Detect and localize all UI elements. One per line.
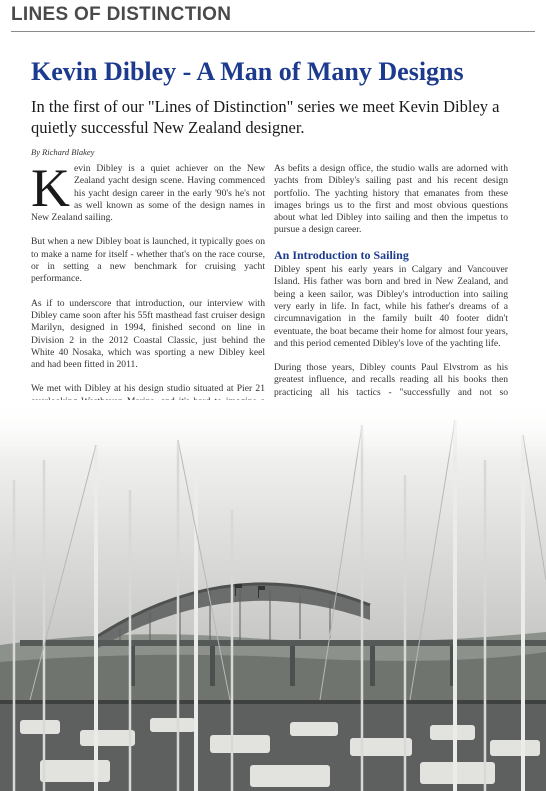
left-paragraph: As if to underscore that introduction, our interview with Dibley came soon after his 55ft masthead fast cruiser design Marilyn, designed in 1994, finished second on line in Division 2 in the 2012 Coastal Classic, just behind the White 40 Nosaka, which was sporting a new Dibley keel and had been fitted in 2011. — [31, 297, 265, 371]
subheading: An Introduction to Sailing — [274, 247, 409, 262]
right-paragraph: As befits a design office, the studio walls are adorned with yachts from Dibley's sailing past and his recent design portfolio. The yachting history that emanates from these images brings us to the first and most obvious questions about what led Dibley into sailing and then the impetus to pursue a design career. — [274, 163, 508, 236]
harbour-bridge-photo — [0, 400, 546, 791]
left-paragraph: But when a new Dibley boat is launched, it typically goes on to make a name for itself - whether that's on the race course, or in setting a new benchmark for cruising yacht performance. — [31, 236, 265, 285]
article-byline: By Richard Blakey — [31, 147, 95, 157]
article-standfirst: In the first of our "Lines of Distinction" series we meet Kevin Dibley a quietly successful New Zealand designer. — [31, 97, 500, 137]
right-paragraph: Dibley spent his early years in Calgary and Vancouver Island. His father was born and bred in New Zealand, and being a keen sailor, was Dibley's introduction into sailing very early in life. In fact, while his father's dreams of a circumnavigation in the family built 40 footer didn't eventuate, the boat became their home for almost four years, and this period cemented Dibley's love of the yachting life. — [274, 264, 508, 349]
article-headline: Kevin Dibley - A Man of Many Designs — [31, 57, 464, 86]
right-paragraph: During those years, Dibley counts Paul Elvstrom as his greatest influence, and recalls reading all his books then practicing all his tactics - "successfully and not so — [274, 362, 508, 398]
left-paragraph: Kevin Dibley is a quiet achiever on the New Zealand yacht design scene. Having commenced his yacht design career in the early '90's he's not as well known as some of the design names in New Zealand sailing. — [31, 158, 265, 224]
right-column — [274, 163, 508, 423]
left-paragraph: We met with Dibley at his design studio situated at Pier 21 — [31, 383, 265, 395]
section-title: LINES OF DISTINCTION — [11, 4, 232, 25]
left-column — [31, 158, 265, 432]
header-rule — [11, 31, 535, 32]
drop-cap: K — [31, 158, 70, 218]
